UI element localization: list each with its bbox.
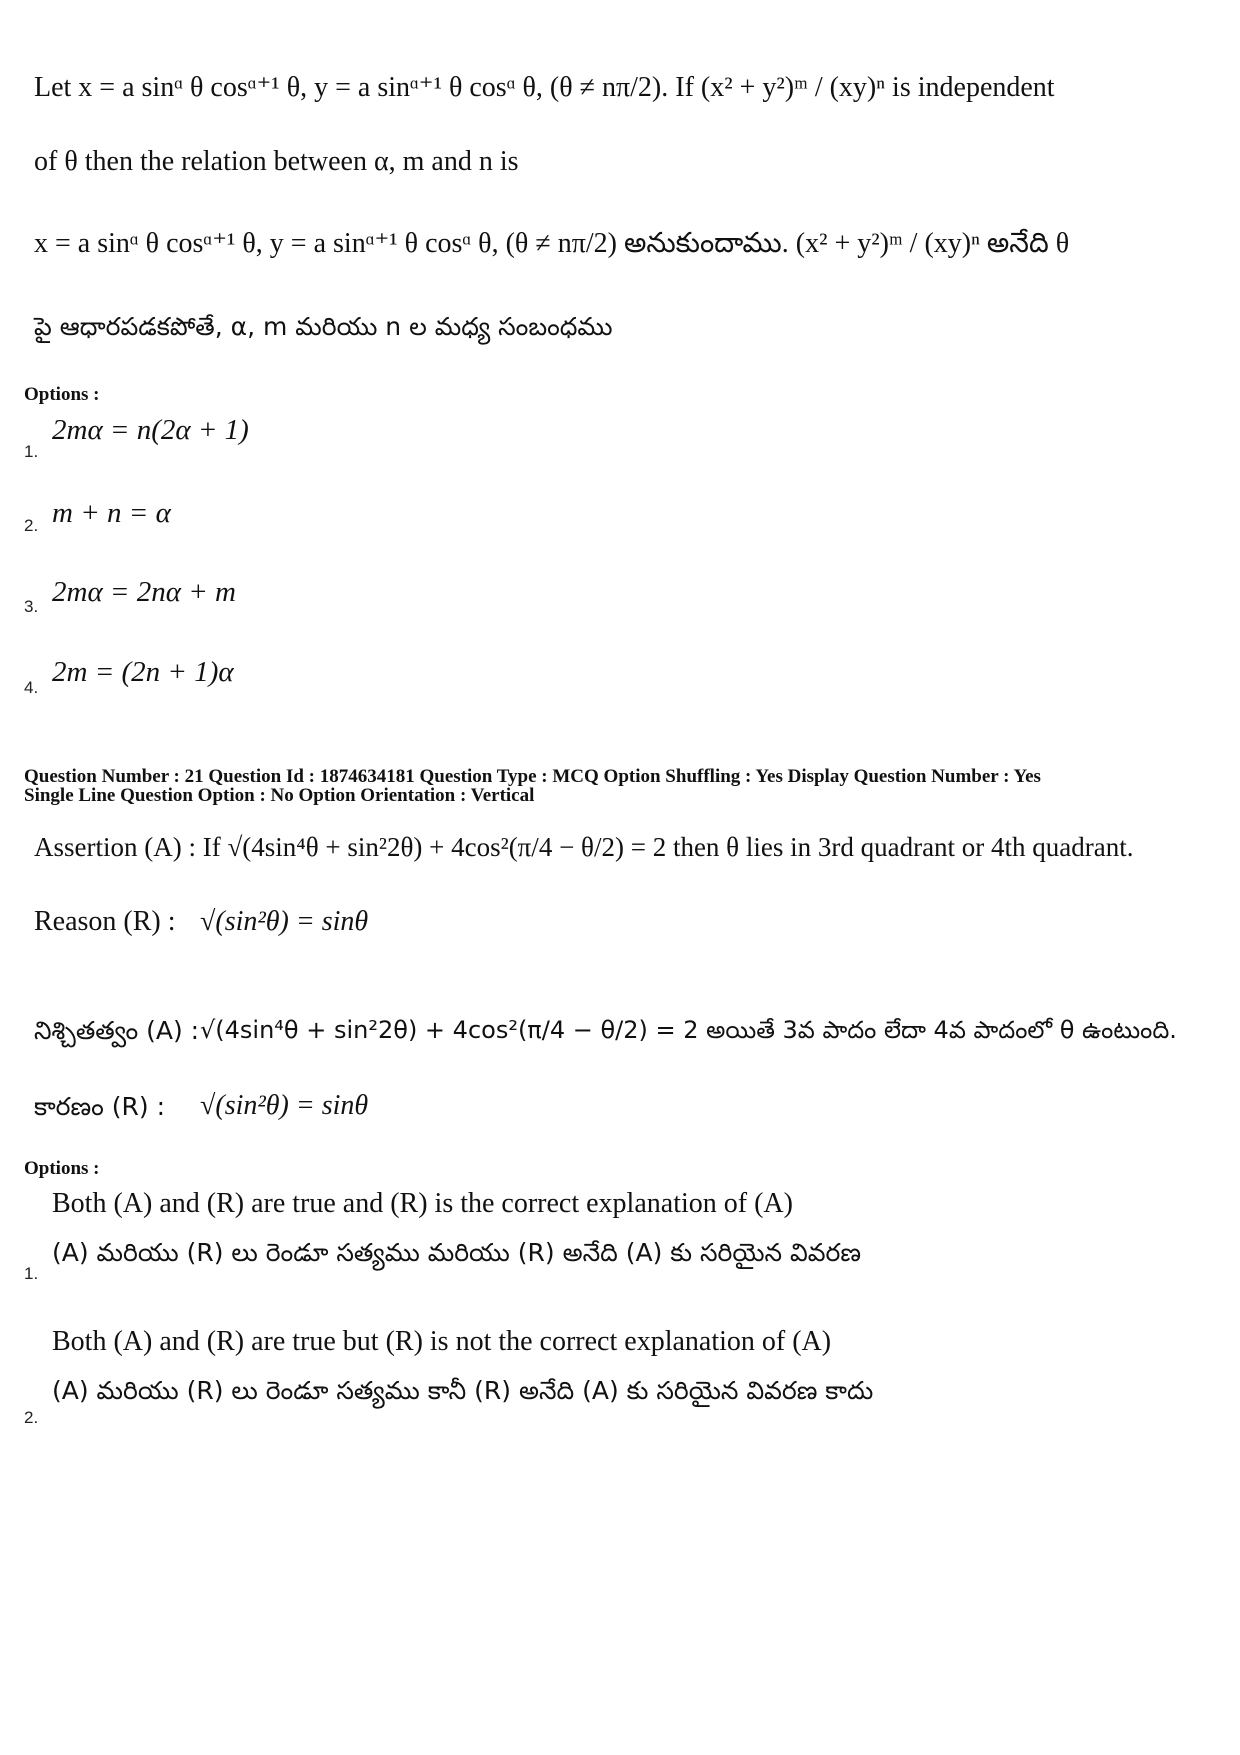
q21-option-2-number: 2.	[24, 1408, 39, 1427]
q21-option-1-number: 1.	[24, 1264, 39, 1283]
q21-options-label: Options :	[24, 1158, 100, 1179]
q21-reason-telugu-math: √(sin²θ) = sinθ	[200, 1090, 369, 1121]
q20-english-line-2: of θ then the relation between α, m and n is	[34, 146, 519, 177]
q20-option-2-number: 2.	[24, 516, 39, 535]
q20-option-1-number: 1.	[24, 442, 39, 461]
q21-option-1-english: Both (A) and (R) are true and (R) is the correct explanation of (A)	[52, 1188, 793, 1219]
q21-metadata-line-1: Question Number : 21 Question Id : 1874634181 Question Type : MCQ Option Shuffling : Yes Display Question Number : Yes	[24, 766, 1041, 787]
q20-options-label: Options :	[24, 384, 100, 405]
q20-option-3-text: 2mα = 2nα + m	[52, 576, 236, 608]
q20-telugu-line-2: పై ఆధారపడకపోతే, α, m మరియు n ల మధ్య సంబంధము	[34, 312, 613, 341]
q20-option-3-number: 3.	[24, 597, 39, 616]
q21-reason-english-math: √(sin²θ) = sinθ	[200, 906, 369, 937]
q21-option-2-english: Both (A) and (R) are true but (R) is not the correct explanation of (A)	[52, 1326, 832, 1357]
q20-option-1-text: 2mα = n(2α + 1)	[52, 414, 249, 446]
q20-option-2-text: m + n = α	[52, 497, 171, 529]
q20-option-4-number: 4.	[24, 678, 39, 697]
q21-reason-telugu-label: కారణం (R) :	[34, 1092, 166, 1121]
q20-english-line-1: Let x = a sinᵅ θ cosᵅ⁺¹ θ, y = a sinᵅ⁺¹ θ cosᵅ θ, (θ ≠ nπ/2). If (x² + y²)ᵐ / (xy)ⁿ is independent	[34, 72, 1055, 103]
q20-telugu-line-1: x = a sinᵅ θ cosᵅ⁺¹ θ, y = a sinᵅ⁺¹ θ cosᵅ θ, (θ ≠ nπ/2) అనుకుందాము. (x² + y²)ᵐ / (xy)ⁿ అనేది θ	[34, 228, 1070, 259]
q21-option-2-telugu: (A) మరియు (R) లు రెండూ సత్యము కానీ (R) అనేది (A) కు సరియైన వివరణ కాదు	[52, 1376, 874, 1405]
q21-assertion-telugu-label: నిశ్చితత్వం (A) :	[34, 1016, 200, 1045]
q21-assertion-english: Assertion (A) : If √(4sin⁴θ + sin²2θ) + 4cos²(π/4 − θ/2) = 2 then θ lies in 3rd quadrant or 4th quadrant.	[34, 832, 1134, 862]
q21-reason-english-label: Reason (R) :	[34, 906, 176, 937]
q21-metadata-line-2: Single Line Question Option : No Option Orientation : Vertical	[24, 785, 535, 806]
q21-assertion-telugu-text: √(4sin⁴θ + sin²2θ) + 4cos²(π/4 − θ/2) = 2 అయితే 3వ పాదం లేదా 4వ పాదంలో θ ఉంటుంది.	[200, 1016, 1177, 1044]
q21-option-1-telugu: (A) మరియు (R) లు రెండూ సత్యము మరియు (R) అనేది (A) కు సరియైన వివరణ	[52, 1238, 861, 1267]
q20-option-4-text: 2m = (2n + 1)α	[52, 656, 234, 688]
